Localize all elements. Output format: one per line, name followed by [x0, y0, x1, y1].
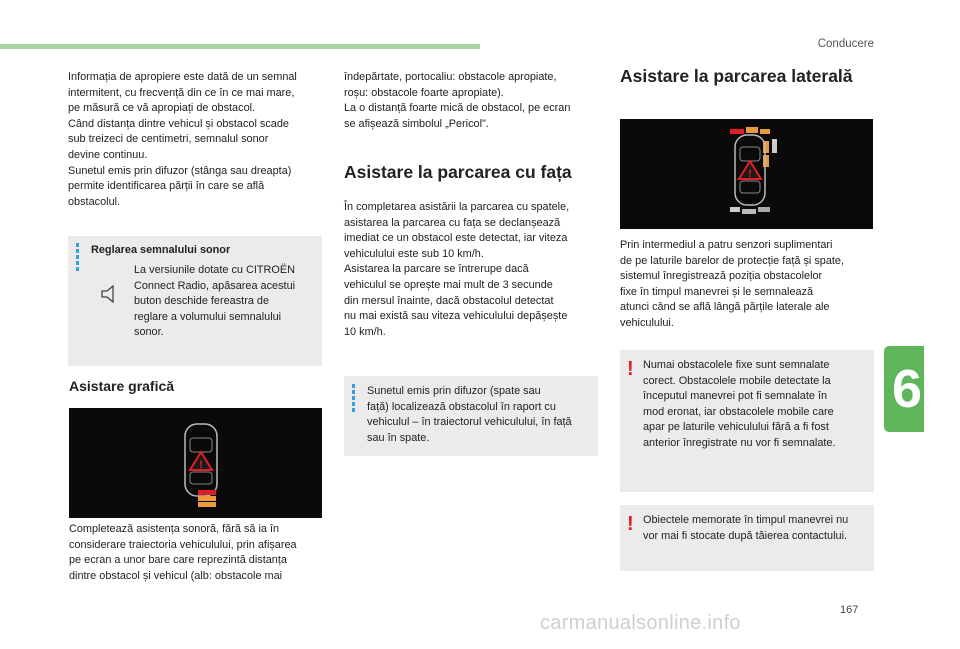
graphic-assist-heading: Asistare grafică [69, 378, 175, 394]
danger-triangle-icon [190, 452, 212, 471]
chapter-title: Conducere [817, 38, 874, 50]
sound-setting-text: La versiunile dotate cu CITROËN Connect Radio, apăsarea acestui buton deschide fereastra de reglare a volumului semnalului sonor. [134, 264, 296, 339]
watermark: carmanualsonline.info [540, 612, 741, 634]
exclamation-icon: ! [627, 358, 634, 380]
svg-text:!: ! [199, 459, 203, 471]
speaker-icon [99, 283, 121, 310]
warning-text-2: Obiectele memorate în timpul manevrei nu vor mai fi stocate după tăierea contactului. [643, 514, 849, 542]
distance-bars [198, 490, 216, 507]
svg-text:!: ! [748, 168, 752, 180]
danger-triangle-icon [739, 161, 761, 180]
page-number: 167 [840, 604, 859, 616]
info-icon [76, 243, 79, 271]
sound-setting-title: Reglarea semnalului sonor [91, 244, 231, 256]
side-parking-image [620, 119, 873, 229]
header-bar [0, 44, 480, 49]
graphic-assist-continued: îndepărtate, portocaliu: obstacole apropiate, roșu: obstacole foarte apropiate). La o distanță foarte mică de obstacol, pe ecran se afișează simbolul „Pericol". [344, 71, 571, 130]
warning-text-1: Numai obstacolele fixe sunt semnalate corect. Obstacolele mobile detectate la începutul manevrei pot fi semnalate în mod eronat, iar obstacolele mobile care apar pe laturile vehiculului fără a fi fost anterior înregistrate nu vor fi semnalate. [643, 359, 836, 449]
chapter-number: 6 [892, 359, 923, 419]
side-parking-text: Prin intermediul a patru senzori suplimentari de pe laturile barelor de protecție față și spate, sistemul înregistrează poziția obstacolelor fixe în timpul manevrei și le semnalează atunci când se află lângă părțile laterale ale vehiculului. [620, 239, 844, 329]
exclamation-icon: ! [627, 513, 634, 535]
front-parking-text: În completarea asistării la parcarea cu spatele, asistarea la parcarea cu fața se declanșează imediat ce un obstacol este detectat, iar viteza vehiculului este sub 10 km/h. Asistarea la parcare se întrerupe dacă vehiculul se oprește mai mult de 3 secunde din mersul înainte, dacă obstacolul detectat nu mai există sau viteza vehiculului depășește 10 km/h. [344, 201, 570, 338]
side-parking-heading: Asistare la parcarea laterală [620, 66, 853, 86]
intro-paragraph: Informația de apropiere este dată de un semnal intermitent, cu frecvență din ce în ce mai mare, pe măsură ce vă apropiați de obstacol. Când distanța dintre vehicul și obstacol scade sub treizeci de centimetri, semnalul sonor devine continuu. Sunetul emis prin difuzor (stânga sau dreapta) permite identificarea părții în care se află obstacolul. [68, 71, 297, 208]
graphic-assist-image [69, 408, 322, 518]
graphic-assist-text: Completează asistența sonoră, fără să ia în considerare traiectoria vehiculului, prin afișarea pe ecran a unor bare care reprezintă distanța dintre obstacol și vehicul (alb: obstacole mai [69, 523, 297, 582]
info-icon [352, 384, 355, 412]
front-parking-heading: Asistare la parcarea cu fața [344, 162, 572, 182]
front-parking-note: Sunetul emis prin difuzor (spate sau față) localizează obstacolul în raport cu vehiculul – în traiectorul vehiculului, în față sau în spate. [367, 385, 572, 444]
